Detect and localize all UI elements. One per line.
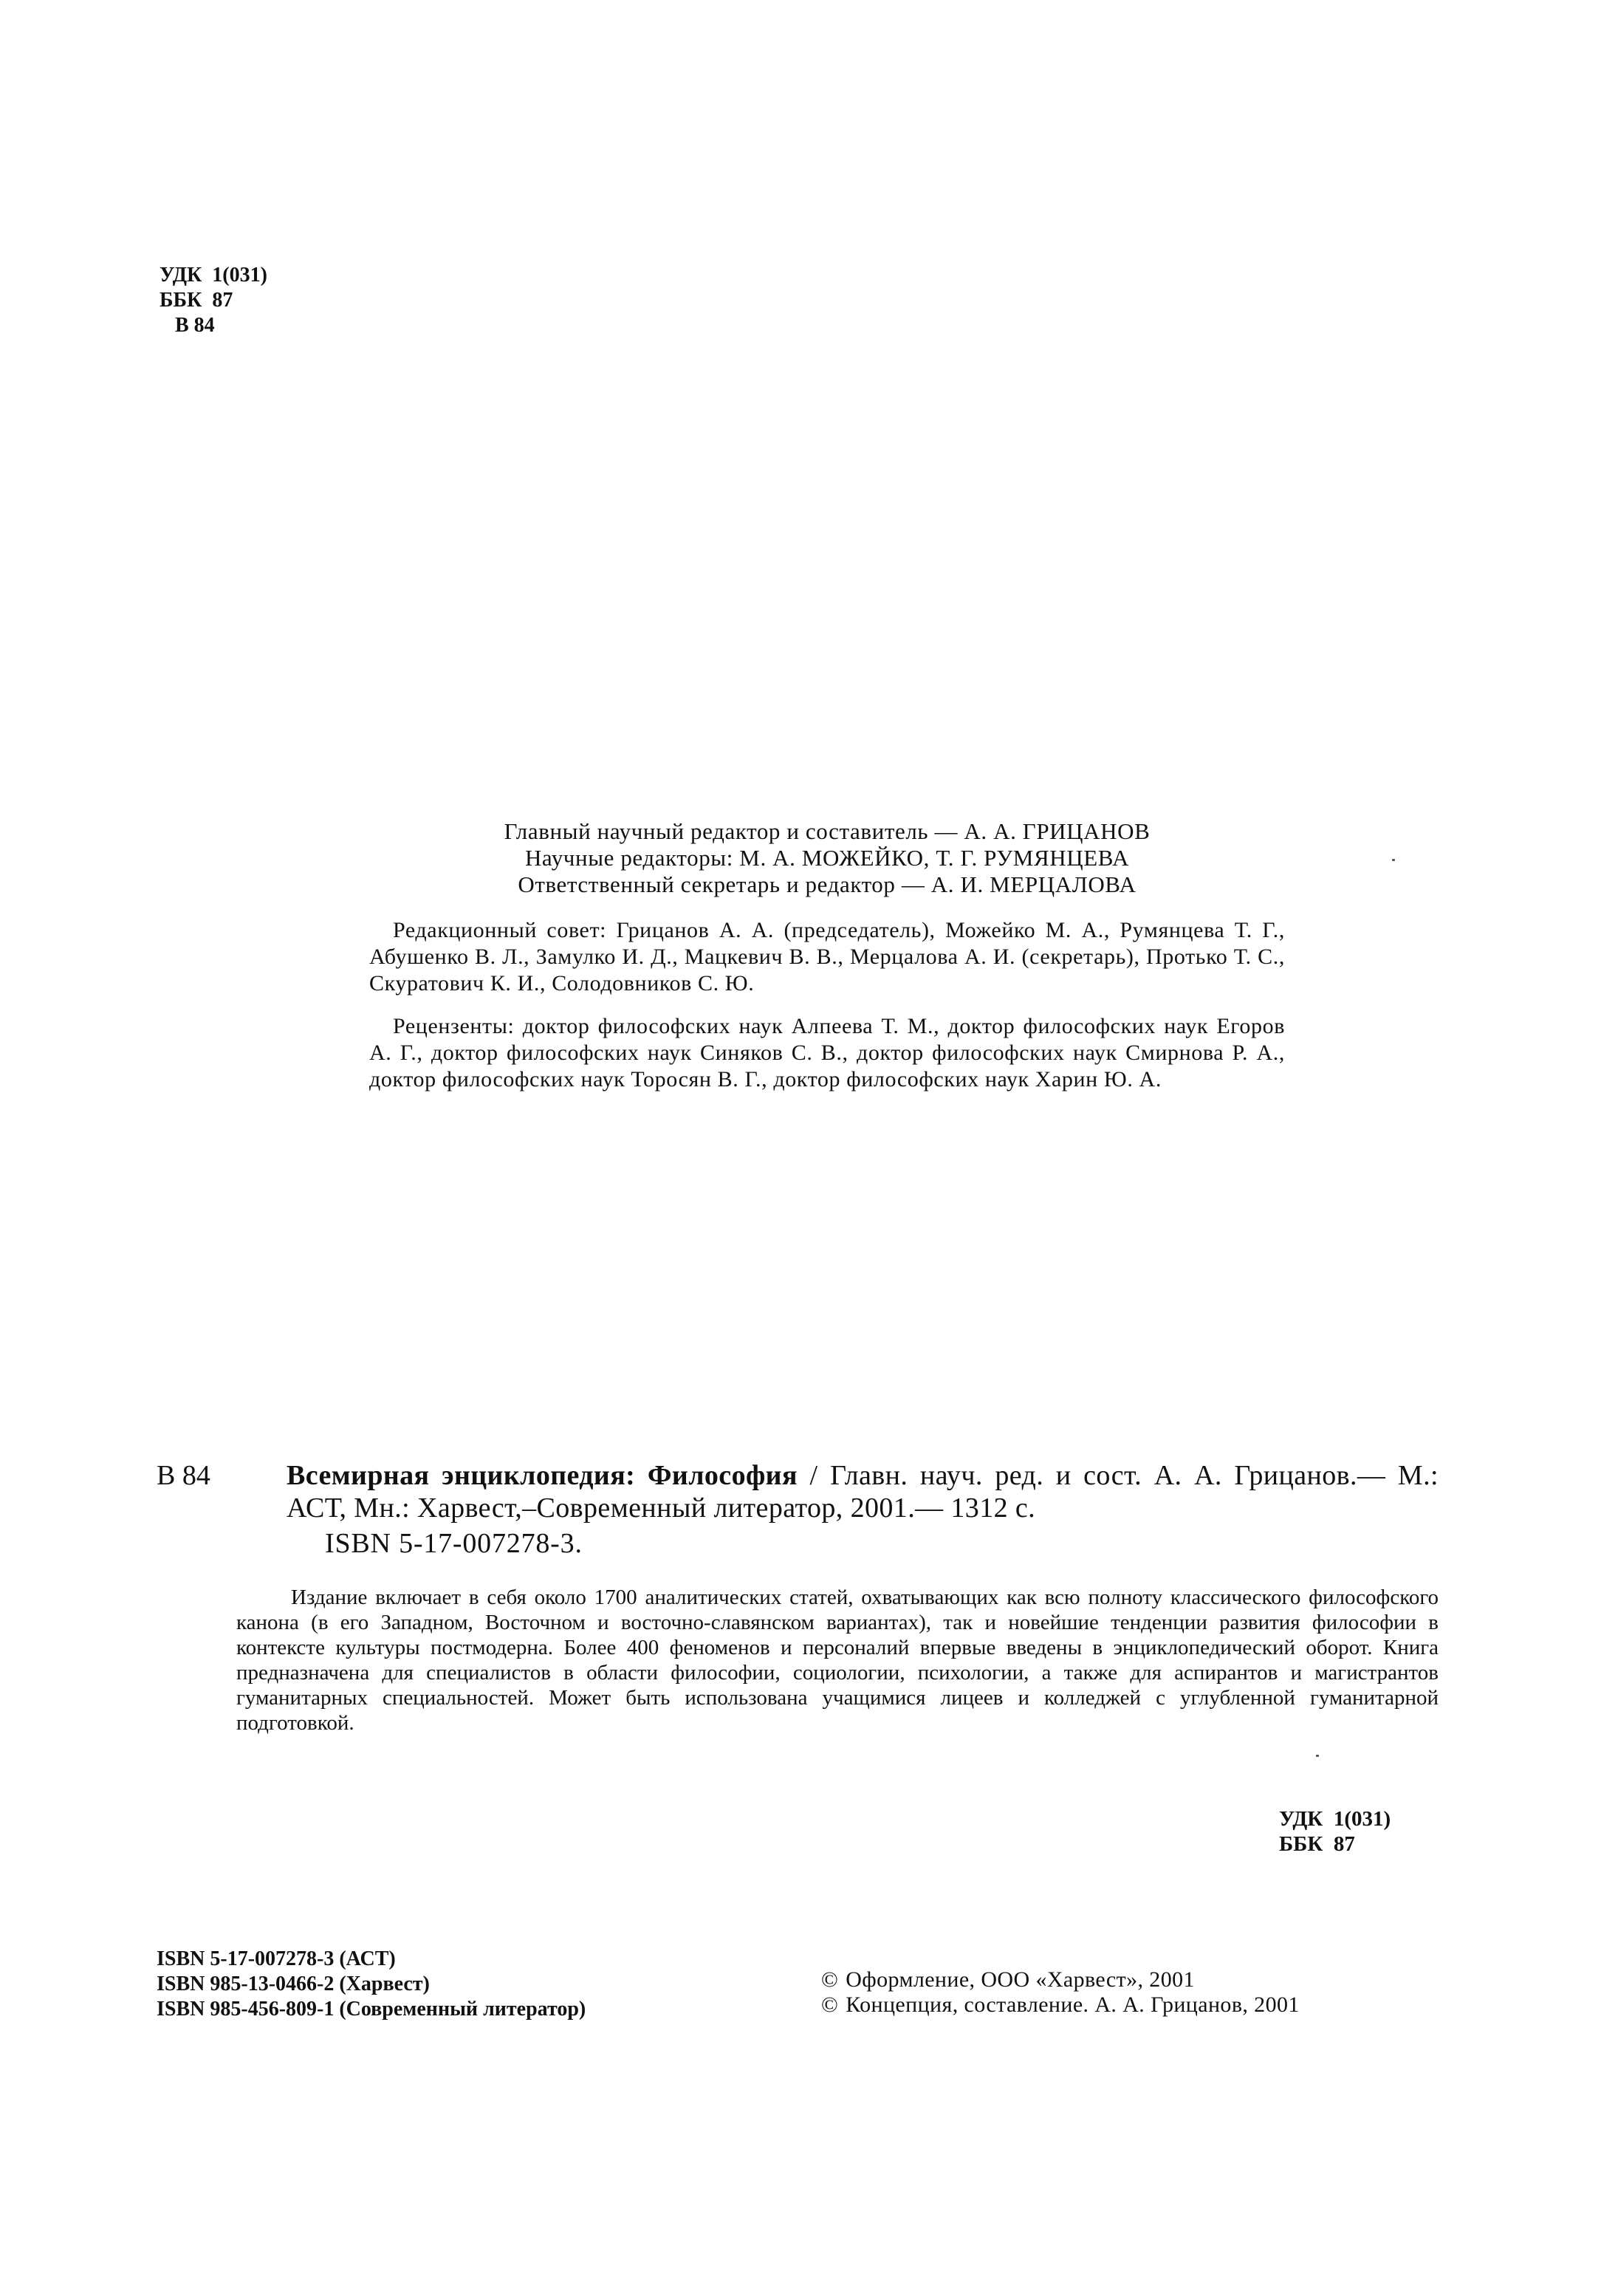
executive-secretary-line: Ответственный секретарь и редактор — А. И. МЕРЦАЛОВА	[518, 871, 1137, 897]
editorial-credits	[369, 818, 1285, 898]
annotation: Издание включает в себя около 1700 аналитических статей, охватывающих как всю полноту классического философского канона (в его Западном, Восточном и восточно-славянском вариантах), так и новейшие тенденции развития философии в контексте культуры постмодерна. Более 400 феноменов и персоналий впервые введены в энциклопедический оборот. Книга предназначена для специалистов в области философии, социологии, психологии, а также для аспирантов и магистрантов гуманитарных специальностей. Может быть использована учащимися лицеев и колледжей с углубленной гуманитарной подготовкой.	[236, 1586, 1439, 1735]
isbn-sovremenny: ISBN 985-456-809-1 (Современный литератор)	[157, 1998, 586, 2021]
book-title: Всемирная энциклопедия: Философия	[287, 1460, 798, 1491]
copyright-concept	[821, 1992, 1300, 2018]
reviewers: Рецензенты: доктор философских наук Алпеева Т. М., доктор философских наук Егоров А. Г., доктор философских наук Синяков С. В., доктор философских наук Смирнова Р. А., доктор философских наук Торосян В. Г., доктор философских наук Харин Ю. А.	[369, 1014, 1285, 1092]
classification-codes-bottom	[1279, 1806, 1391, 1857]
copyright-icon: ©	[821, 1967, 839, 1992]
udk-code: УДК 1(031)	[160, 264, 267, 287]
isbn-list	[157, 1947, 586, 2022]
copyright-design	[821, 1967, 1300, 1992]
copyright-icon: ©	[821, 1992, 839, 2017]
copyright-notices	[821, 1967, 1300, 2018]
author-mark: В 84	[160, 314, 215, 337]
bbk-code: ББК 87	[160, 289, 233, 312]
editorial-council: Редакционный совет: Грицанов А. А. (председатель), Можейко М. А., Румянцева Т. Г., Абушенко В. Л., Замулко И. Д., Мацкевич В. В., Мерцалова А. И. (секретарь), Протько Т. С., Скуратович К. И., Солодовников С. Ю.	[369, 918, 1285, 995]
isbn-main: ISBN 5-17-007278-3.	[325, 1528, 583, 1559]
biblio-code: В 84	[157, 1460, 210, 1491]
isbn-ast: ISBN 5-17-007278-3 (АСТ)	[157, 1947, 396, 1970]
print-speck	[1316, 1755, 1319, 1757]
isbn-harvest: ISBN 985-13-0466-2 (Харвест)	[157, 1973, 430, 1995]
chief-editor-line: Главный научный редактор и составитель — А. А. ГРИЦАНОВ	[504, 818, 1151, 844]
bibliographic-record	[287, 1459, 1439, 1524]
print-speck	[1392, 859, 1395, 861]
biblio-details: / Главн. науч. ред. и сост. А. А. Грицанов.— М.: АСТ, Мн.: Харвест,–Современный литератор, 2001.— 1312 с.	[287, 1460, 1439, 1524]
scientific-editors-line: Научные редакторы: М. А. МОЖЕЙКО, Т. Г. РУМЯНЦЕВА	[524, 845, 1130, 871]
udk-code-bottom: УДК 1(031)	[1279, 1807, 1391, 1831]
classification-codes-top	[160, 263, 267, 338]
copyright-design-text: Оформление, ООО «Харвест», 2001	[846, 1967, 1195, 1992]
bbk-code-bottom: ББК 87	[1279, 1832, 1355, 1856]
copyright-concept-text: Концепция, составление. А. А. Грицанов, 2001	[846, 1992, 1300, 2017]
